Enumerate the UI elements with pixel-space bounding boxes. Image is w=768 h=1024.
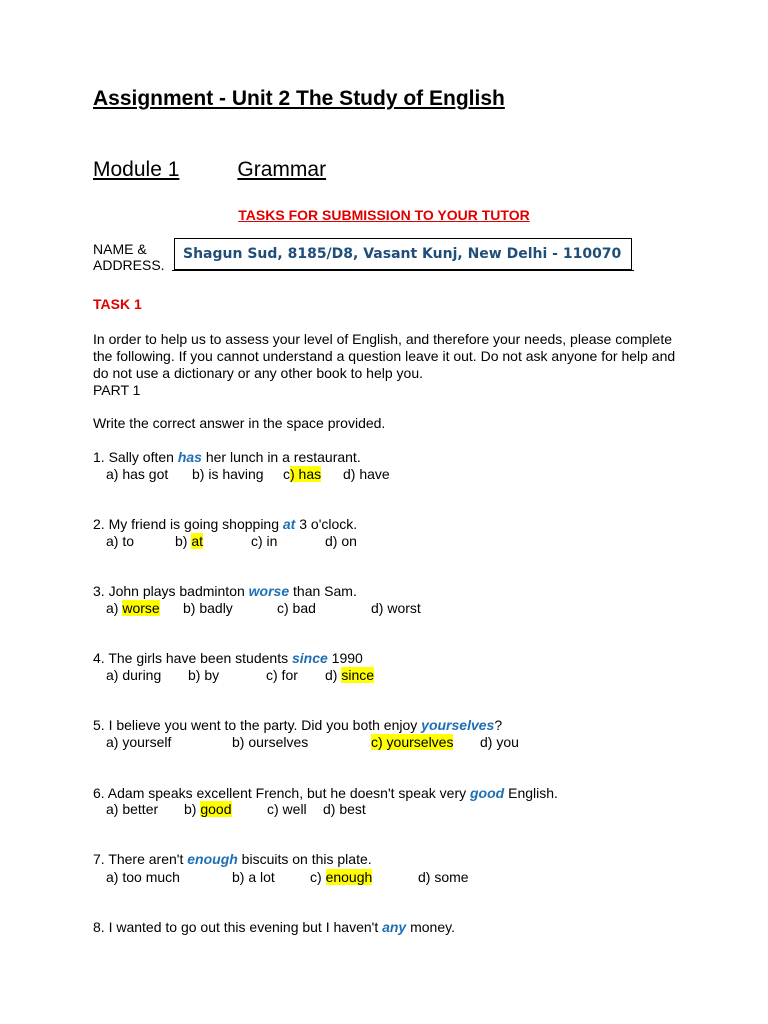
answer-option[interactable] [232,869,275,885]
question-3 [93,583,357,599]
filled-answer[interactable]: at [282,516,296,532]
option-label: a) has got [106,466,169,482]
question-text-end: her lunch in a restaurant. [201,449,361,465]
option-label: c) in [251,533,278,549]
option-label: d) best [323,801,366,817]
options-row-3 [106,600,666,618]
answer-option[interactable] [192,466,264,482]
highlighted-option: good [200,801,232,817]
question-1 [93,449,361,465]
address-field[interactable]: Shagun Sud, 8185/D8, Vasant Kunj, New Delhi - 110070 [174,238,632,270]
question-text-end: English. [504,785,558,801]
question-text-end: biscuits on this plate. [237,851,372,867]
answer-option[interactable] [251,533,277,549]
question-text: 6. Adam speaks excellent French, but he doesn't speak very [93,785,470,801]
option-label: c) for [266,667,298,683]
question-text: 7. There aren't [93,851,188,867]
name-label-line2: ADDRESS. [93,257,165,273]
question-2 [93,516,357,532]
question-text: 3. John plays badminton [93,583,249,599]
highlighted-option: at [191,533,204,549]
question-text-end: ? [494,717,503,733]
option-label: a) better [106,801,159,817]
options-row-6 [106,801,666,819]
option-label: d) some [418,869,469,885]
options-row-4 [106,667,666,685]
option-label: d) you [480,734,519,750]
question-text: 1. Sally often [93,449,178,465]
answer-option[interactable] [184,801,232,817]
question-text: 4. The girls have been students [93,650,292,666]
option-label: a) too much [106,869,180,885]
options-row-2 [106,533,666,551]
module-heading [93,158,326,182]
answer-option[interactable] [106,734,171,750]
option-label: c) [310,869,326,885]
option-label: b) is having [192,466,264,482]
option-label: b) badly [183,600,233,616]
option-label: d) have [343,466,390,482]
answer-option[interactable] [267,801,307,817]
question-text-end: money. [406,919,455,935]
options-row-1 [106,466,666,484]
option-label: b) a lot [232,869,275,885]
question-8 [93,919,455,935]
highlighted-option: c) yourselves [371,734,454,750]
answer-option[interactable] [418,869,469,885]
filled-answer[interactable]: has [177,449,202,465]
answer-option[interactable] [371,600,421,616]
option-label: d) [325,667,342,683]
option-label: b) [184,801,201,817]
task-heading: TASK 1 [93,296,142,312]
option-label: a) to [106,533,135,549]
options-row-7 [106,869,666,887]
answer-option[interactable] [188,667,219,683]
question-text: 5. I believe you went to the party. Did you both enjoy [93,717,422,733]
answer-option[interactable] [106,466,168,482]
answer-option[interactable] [277,600,316,616]
page-title: Assignment - Unit 2 The Study of English [93,87,505,110]
highlighted-option: enough [325,869,373,885]
answer-option[interactable] [323,801,366,817]
answer-option[interactable] [266,667,298,683]
option-label: b) ourselves [232,734,309,750]
answer-option[interactable] [325,533,357,549]
tasks-heading: TASKS FOR SUBMISSION TO YOUR TUTOR [238,207,530,223]
answer-option[interactable] [325,667,374,683]
answer-option[interactable] [106,533,134,549]
answer-option[interactable] [106,801,158,817]
answer-option[interactable] [183,600,233,616]
option-label: c) bad [277,600,316,616]
question-7 [93,851,372,867]
option-label: c) well [267,801,307,817]
options-row-5 [106,734,666,752]
option-label: a) [106,600,123,616]
answer-option[interactable] [106,667,161,683]
filled-answer[interactable]: any [382,919,407,935]
filled-answer[interactable]: worse [248,583,290,599]
option-label: b) [175,533,192,549]
question-5 [93,717,502,733]
filled-answer[interactable]: good [470,785,505,801]
highlighted-option: since [341,667,375,683]
filled-answer[interactable]: since [291,650,328,666]
option-label: a) during [106,667,162,683]
address-underline [172,270,634,271]
answer-option[interactable] [106,600,160,616]
filled-answer[interactable]: enough [187,851,238,867]
intro-text: In order to help us to assess your level of English, and therefore your needs, please complete the following. If you cannot understand a question leave it out. Do not ask anyone for help and do not use a dictionary or any other book to help you. [93,331,676,381]
question-text-end: than Sam. [289,583,357,599]
question-text: 8. I wanted to go out this evening but I haven't [93,919,383,935]
filled-answer[interactable]: yourselves [421,717,495,733]
option-label: a) yourself [106,734,172,750]
task-instruction: Write the correct answer in the space provided. [93,415,386,431]
question-text-end: 3 o'clock. [295,516,358,532]
answer-option[interactable] [371,734,453,750]
highlighted-option: worse [122,600,160,616]
question-4 [93,650,363,666]
module-number: Module 1 [93,158,180,181]
answer-option[interactable] [175,533,203,549]
name-address-label [93,241,183,273]
name-label-line1: NAME & [93,241,147,257]
question-text: 2. My friend is going shopping [93,516,283,532]
module-name: Grammar [237,158,327,181]
option-label: b) by [188,667,220,683]
question-text-end: 1990 [327,650,363,666]
answer-option[interactable] [106,869,180,885]
answer-option[interactable] [480,734,519,750]
part-label: PART 1 [93,382,141,398]
highlighted-option: ) has [290,466,322,482]
answer-option[interactable] [232,734,308,750]
task-intro [93,331,693,399]
answer-option[interactable] [343,466,390,482]
option-label: d) on [325,533,357,549]
question-6 [93,785,558,801]
answer-option[interactable] [283,466,321,482]
option-label: c [283,466,290,482]
answer-option[interactable] [310,869,372,885]
option-label: d) worst [371,600,421,616]
